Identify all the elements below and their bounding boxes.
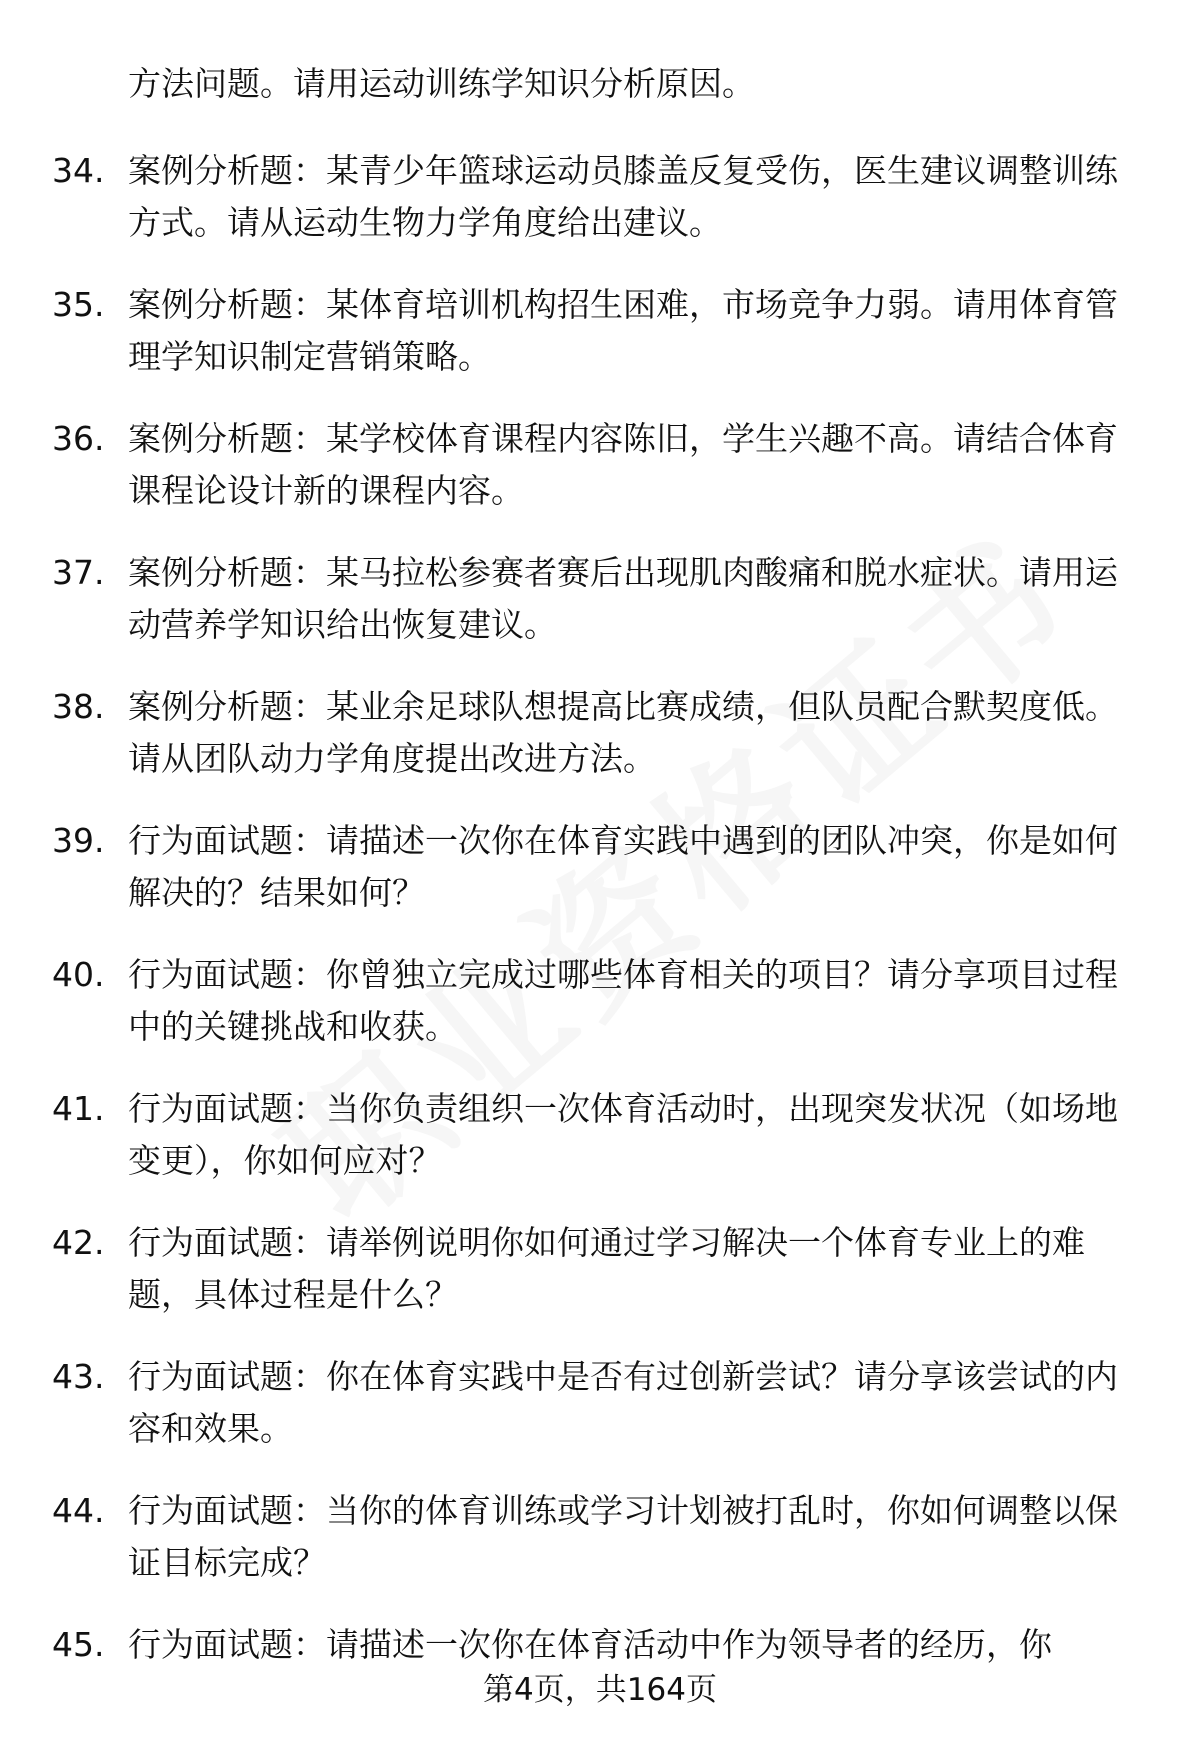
question-number: 39. bbox=[52, 821, 105, 860]
question-text: 行为面试题：当你的体育训练或学习计划被打乱时，你如何调整以保证目标完成？ bbox=[128, 1491, 1118, 1582]
question-text: 案例分析题：某学校体育课程内容陈旧，学生兴趣不高。请结合体育课程论设计新的课程内容。 bbox=[128, 419, 1118, 510]
question-text: 行为面试题：请描述一次你在体育实践中遇到的团队冲突，你是如何解决的？结果如何？ bbox=[128, 821, 1118, 912]
question-number: 38. bbox=[52, 687, 105, 726]
question-text: 案例分析题：某马拉松参赛者赛后出现肌肉酸痛和脱水症状。请用运动营养学知识给出恢复建议。 bbox=[128, 553, 1118, 644]
question-number: 34. bbox=[52, 151, 105, 190]
question-number: 43. bbox=[52, 1357, 105, 1396]
question-text: 行为面试题：请描述一次你在体育活动中作为领导者的经历，你 bbox=[128, 1625, 1052, 1664]
question-item bbox=[0, 145, 1200, 279]
question-item bbox=[0, 1083, 1200, 1217]
question-item bbox=[0, 413, 1200, 547]
question-text: 案例分析题：某业余足球队想提高比赛成绩，但队员配合默契度低。请从团队动力学角度提出改进方法。 bbox=[128, 687, 1118, 778]
question-item bbox=[0, 949, 1200, 1083]
question-number: 40. bbox=[52, 955, 105, 994]
question-number: 45. bbox=[52, 1625, 105, 1664]
question-number: 37. bbox=[52, 553, 105, 592]
page-footer: 第4页，共164页 bbox=[483, 1672, 717, 1708]
question-item bbox=[0, 815, 1200, 949]
question-item bbox=[0, 1351, 1200, 1485]
question-text: 行为面试题：你在体育实践中是否有过创新尝试？请分享该尝试的内容和效果。 bbox=[128, 1357, 1118, 1448]
question-list bbox=[0, 145, 1200, 1753]
question-item bbox=[0, 1485, 1200, 1619]
question-text: 案例分析题：某青少年篮球运动员膝盖反复受伤，医生建议调整训练方式。请从运动生物力学角度给出建议。 bbox=[128, 151, 1118, 242]
question-item bbox=[0, 547, 1200, 681]
question-text: 行为面试题：你曾独立完成过哪些体育相关的项目？请分享项目过程中的关键挑战和收获。 bbox=[128, 955, 1118, 1046]
question-text: 行为面试题：请举例说明你如何通过学习解决一个体育专业上的难题，具体过程是什么？ bbox=[128, 1223, 1085, 1314]
question-number: 42. bbox=[52, 1223, 105, 1262]
continuation-text: 方法问题。请用运动训练学知识分析原因。 bbox=[128, 64, 755, 103]
question-number: 36. bbox=[52, 419, 105, 458]
question-number: 35. bbox=[52, 285, 105, 324]
question-text: 案例分析题：某体育培训机构招生困难，市场竞争力弱。请用体育管理学知识制定营销策略。 bbox=[128, 285, 1118, 376]
question-item bbox=[0, 681, 1200, 815]
question-item bbox=[0, 279, 1200, 413]
question-number: 44. bbox=[52, 1491, 105, 1530]
question-item bbox=[0, 1217, 1200, 1351]
question-text: 行为面试题：当你负责组织一次体育活动时，出现突发状况（如场地变更），你如何应对？ bbox=[128, 1089, 1118, 1180]
question-number: 41. bbox=[52, 1089, 105, 1128]
